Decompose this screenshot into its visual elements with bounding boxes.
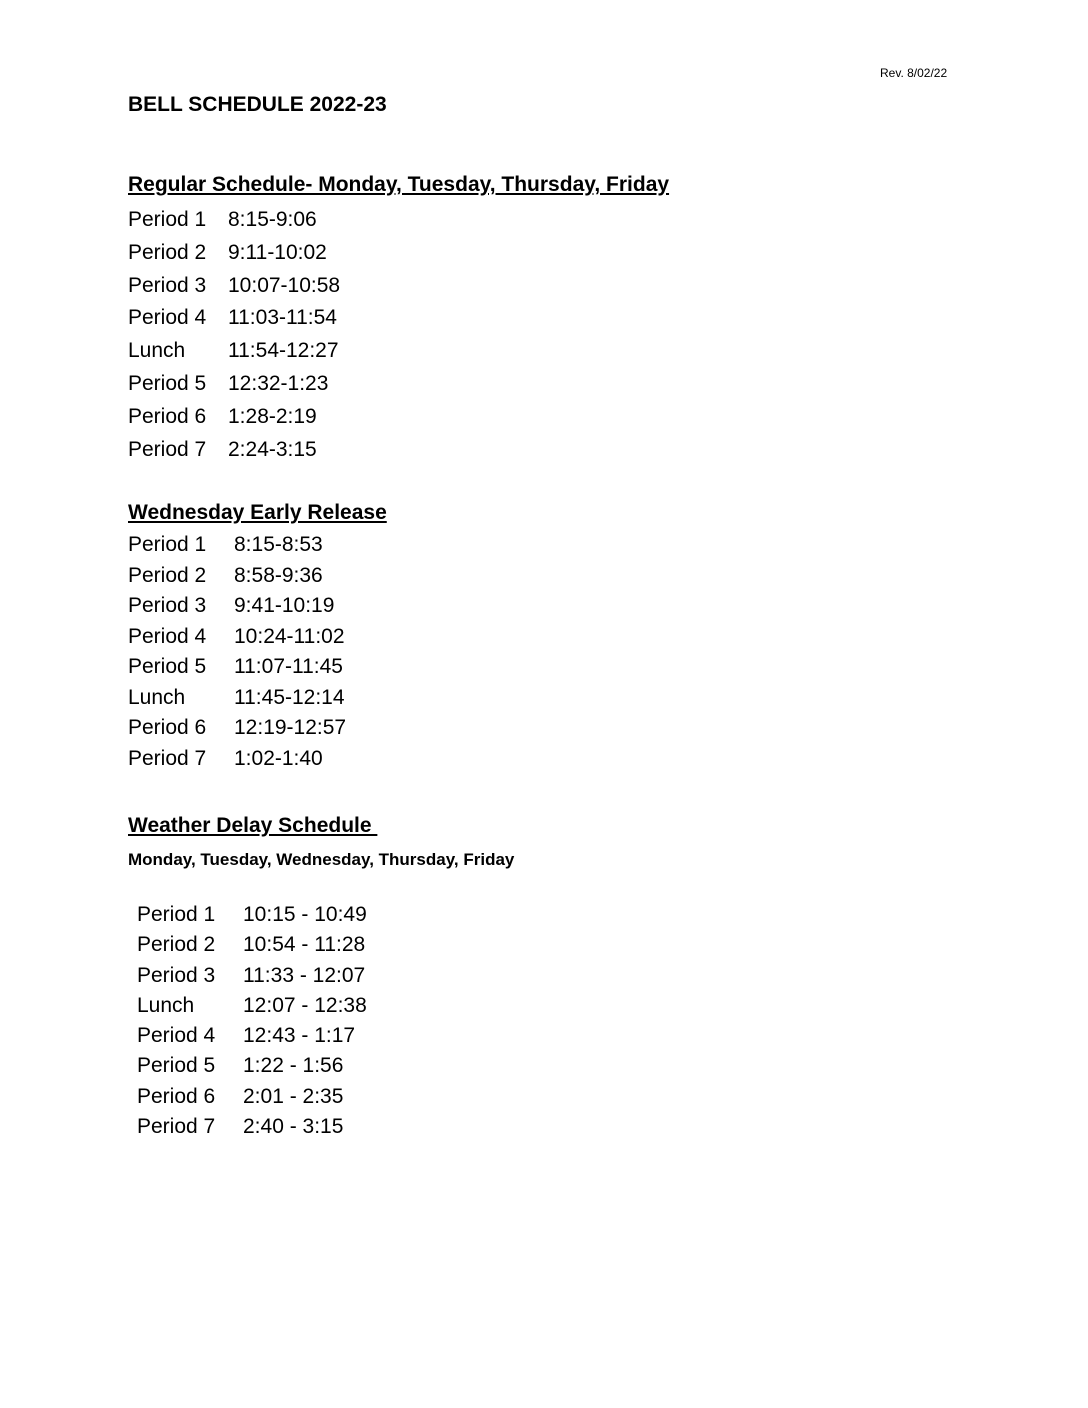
- schedule-row: [137, 1051, 514, 1081]
- schedule-row: [128, 270, 669, 303]
- regular-schedule-section: [128, 173, 669, 466]
- period-time: 11:45-12:14: [234, 685, 345, 709]
- schedule-row: [128, 622, 387, 653]
- period-time: 9:11-10:02: [228, 240, 327, 264]
- period-label: Period 4: [128, 624, 207, 648]
- period-time: 11:54-12:27: [228, 339, 339, 363]
- schedule-row: [128, 744, 387, 775]
- period-label: Period 1: [137, 903, 216, 926]
- section-heading: Wednesday Early Release: [128, 501, 387, 524]
- period-label: Lunch: [128, 339, 186, 363]
- period-time: 10:15 - 10:49: [243, 903, 367, 926]
- schedule-row: [137, 1082, 514, 1112]
- period-time: 1:02-1:40: [234, 746, 323, 770]
- period-label: Period 6: [137, 1084, 216, 1108]
- section-heading: Regular Schedule- Monday, Tuesday, Thursday, Friday: [128, 173, 670, 196]
- schedule-row: [128, 302, 669, 335]
- period-label: Period 1: [128, 533, 207, 556]
- period-label: Lunch: [137, 993, 195, 1017]
- period-label: Period 2: [137, 933, 216, 957]
- period-time: 11:33 - 12:07: [243, 963, 366, 987]
- period-label: Period 3: [128, 273, 207, 297]
- schedule-row: [137, 930, 514, 960]
- period-label: Period 4: [128, 306, 207, 330]
- schedule-list: [128, 900, 514, 1142]
- period-time: 10:54 - 11:28: [243, 933, 366, 957]
- period-time: 11:03-11:54: [228, 306, 337, 330]
- period-label: Period 2: [128, 240, 207, 264]
- period-time: 12:19-12:57: [234, 716, 347, 739]
- schedule-row: [128, 204, 669, 237]
- period-time: 11:07-11:45: [234, 655, 343, 678]
- schedule-row: [137, 1112, 514, 1142]
- period-time: 10:24-11:02: [234, 624, 345, 648]
- period-label: Period 3: [137, 963, 216, 987]
- schedule-row: [128, 530, 387, 561]
- period-time: 10:07-10:58: [228, 273, 341, 297]
- period-time: 12:43 - 1:17: [243, 1024, 356, 1048]
- schedule-row: [128, 561, 387, 592]
- period-time: 1:28-2:19: [228, 404, 317, 428]
- schedule-row: [128, 713, 387, 744]
- schedule-list: [128, 204, 669, 466]
- period-label: Period 1: [128, 208, 207, 231]
- schedule-row: [128, 434, 669, 467]
- schedule-list: [128, 530, 387, 774]
- schedule-row: [128, 237, 669, 270]
- wednesday-early-release-section: [128, 501, 387, 774]
- schedule-row: [128, 335, 669, 368]
- schedule-row: [137, 991, 514, 1021]
- period-label: Period 4: [137, 1024, 216, 1048]
- period-label: Period 5: [137, 1054, 216, 1078]
- period-label: Period 6: [128, 716, 207, 739]
- period-label: Lunch: [128, 685, 186, 709]
- schedule-row: [128, 683, 387, 714]
- period-time: 2:01 - 2:35: [243, 1084, 344, 1108]
- schedule-row: [137, 1021, 514, 1051]
- period-label: Period 7: [128, 437, 207, 461]
- schedule-row: [128, 652, 387, 683]
- period-time: 2:40 - 3:15: [243, 1115, 344, 1139]
- weather-delay-section: [128, 814, 514, 1142]
- page-title: BELL SCHEDULE 2022-23: [128, 93, 387, 116]
- section-subheading: Monday, Tuesday, Wednesday, Thursday, Friday: [128, 850, 515, 869]
- period-label: Period 5: [128, 371, 207, 395]
- period-label: Period 5: [128, 655, 207, 678]
- period-label: Period 3: [128, 594, 207, 617]
- period-time: 8:15-9:06: [228, 208, 317, 231]
- period-time: 12:32-1:23: [228, 371, 329, 395]
- revision-date: Rev. 8/02/22: [880, 66, 948, 80]
- schedule-row: [128, 368, 669, 401]
- period-time: 1:22 - 1:56: [243, 1054, 344, 1078]
- period-time: 2:24-3:15: [228, 437, 317, 461]
- period-label: Period 6: [128, 404, 207, 428]
- period-time: 8:58-9:36: [234, 563, 323, 587]
- period-time: 12:07 - 12:38: [243, 993, 367, 1017]
- schedule-row: [137, 900, 514, 930]
- schedule-row: [128, 591, 387, 622]
- period-label: Period 7: [128, 746, 207, 770]
- period-label: Period 7: [137, 1115, 216, 1139]
- period-label: Period 2: [128, 563, 207, 587]
- period-time: 8:15-8:53: [234, 533, 323, 556]
- schedule-row: [137, 961, 514, 991]
- schedule-row: [128, 401, 669, 434]
- period-time: 9:41-10:19: [234, 594, 335, 617]
- section-heading: Weather Delay Schedule: [128, 814, 378, 837]
